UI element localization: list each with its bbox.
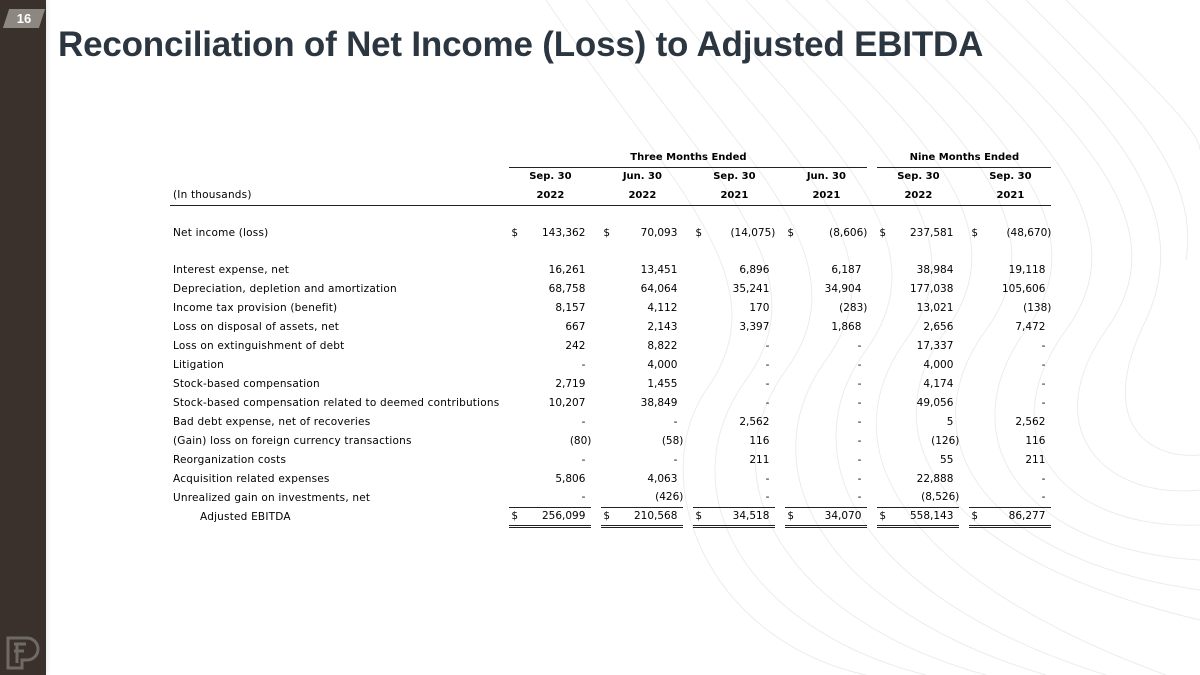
cell-value: 38,849 [640, 396, 678, 409]
cell-value: 34,070 [805, 507, 867, 526]
year-header-row [170, 186, 1051, 205]
cell-value: - [857, 453, 862, 466]
cell-value: 35,241 [732, 282, 770, 295]
table-row [170, 336, 1051, 355]
cell-value: 8,822 [647, 339, 678, 352]
cell-value: 68,758 [548, 282, 586, 295]
reconciliation-table [170, 148, 1051, 528]
cell-value: 211 [749, 453, 770, 466]
cell-value: 1,868 [831, 320, 862, 333]
table-row [170, 393, 1051, 412]
row-label: Interest expense, net [173, 263, 290, 276]
cell-value: - [857, 491, 862, 504]
table-row [170, 317, 1051, 336]
cell-value: - [673, 453, 678, 466]
cell-value: - [1041, 358, 1046, 371]
column-period: Sep. 30 [529, 171, 572, 183]
cell-value: - [581, 358, 586, 371]
company-logo-icon [5, 635, 43, 671]
table-row [170, 412, 1051, 431]
cell-value: - [673, 415, 678, 428]
row-label: Reorganization costs [173, 453, 287, 466]
cell-value: - [1041, 491, 1046, 504]
row-label: Unrealized gain on investments, net [173, 491, 371, 504]
cell-value: - [581, 453, 586, 466]
cell-value: - [857, 339, 862, 352]
cell-value: 210,568 [621, 507, 683, 526]
currency-symbol: $ [969, 507, 989, 526]
column-year: 2022 [509, 186, 591, 205]
cell-value: 34,518 [713, 507, 775, 526]
column-period: Sep. 30 [989, 171, 1032, 183]
cell-value: - [857, 358, 862, 371]
row-label: Net income (loss) [173, 226, 269, 239]
cell-value: - [1041, 339, 1046, 352]
cell-value: 4,000 [647, 358, 678, 371]
table-row [170, 355, 1051, 374]
cell-value: - [581, 491, 586, 504]
cell-value: (138) [1023, 301, 1052, 314]
cell-value: 4,112 [647, 301, 678, 314]
column-period: Sep. 30 [713, 171, 756, 183]
cell-value: 7,472 [1015, 320, 1046, 333]
currency-symbol: $ [693, 507, 713, 526]
cell-value: (58) [661, 434, 684, 447]
column-year: 2021 [969, 186, 1051, 205]
column-period: Jun. 30 [806, 171, 846, 183]
cell-value: - [1041, 472, 1046, 485]
table-row [170, 260, 1051, 279]
cell-value: 70,093 [640, 226, 678, 239]
cell-value: 49,056 [916, 396, 954, 409]
column-year: 2022 [877, 186, 959, 205]
column-period: Jun. 30 [622, 171, 662, 183]
cell-value: (8,526) [921, 491, 960, 504]
cell-value: - [857, 415, 862, 428]
currency-symbol: $ [509, 507, 529, 526]
column-year: 2021 [693, 186, 775, 205]
cell-value: - [857, 472, 862, 485]
cell-value: - [1041, 396, 1046, 409]
cell-value: 13,021 [916, 301, 954, 314]
row-label: Adjusted EBITDA [200, 510, 291, 523]
cell-value: 10,207 [548, 396, 586, 409]
cell-value: - [765, 491, 770, 504]
cell-value: 17,337 [916, 339, 954, 352]
group-header-row [170, 148, 1051, 167]
page-title: Reconciliation of Net Income (Loss) to Adjusted EBITDA [58, 25, 984, 64]
row-label: Stock-based compensation [173, 377, 320, 390]
cell-value: 86,277 [989, 507, 1051, 526]
row-label: Loss on disposal of assets, net [173, 320, 340, 333]
cell-value: 5,806 [555, 472, 586, 485]
units-label: (In thousands) [170, 186, 499, 205]
cell-value: 4,000 [923, 358, 954, 371]
sidebar [0, 0, 46, 675]
cell-value: (426) [655, 491, 684, 504]
cell-value: 177,038 [909, 282, 954, 295]
cell-value: - [581, 415, 586, 428]
cell-value: 2,562 [1015, 415, 1046, 428]
currency-symbol: $ [785, 507, 805, 526]
cell-value: 6,187 [831, 263, 862, 276]
currency-symbol: $ [971, 226, 979, 239]
page-number: 16 [16, 11, 32, 26]
cell-value: - [765, 472, 770, 485]
currency-symbol: $ [695, 226, 703, 239]
group-header-three-months: Three Months Ended [509, 148, 867, 167]
table-row [170, 431, 1051, 450]
cell-value: - [857, 377, 862, 390]
cell-value: 256,099 [529, 507, 591, 526]
cell-value: (8,606) [829, 226, 868, 239]
table-row [170, 298, 1051, 317]
column-year: 2022 [601, 186, 683, 205]
currency-symbol: $ [877, 507, 897, 526]
cell-value: 170 [749, 301, 770, 314]
cell-value: 143,362 [541, 226, 586, 239]
cell-value: 6,896 [739, 263, 770, 276]
row-label: Bad debt expense, net of recoveries [173, 415, 371, 428]
cell-value: 19,118 [1008, 263, 1046, 276]
cell-value: 116 [749, 434, 770, 447]
cell-value: 2,562 [739, 415, 770, 428]
net-income-row [170, 223, 1051, 242]
cell-value: (283) [839, 301, 868, 314]
cell-value: 105,606 [1001, 282, 1046, 295]
cell-value: 5 [946, 415, 954, 428]
row-label: Depreciation, depletion and amortization [173, 282, 397, 295]
period-header-row [170, 167, 1051, 186]
currency-symbol: $ [879, 226, 887, 239]
table-row [170, 488, 1051, 507]
adjusted-ebitda-row [170, 507, 1051, 526]
cell-value: 16,261 [548, 263, 586, 276]
cell-value: 8,157 [555, 301, 586, 314]
row-label: Litigation [173, 358, 225, 371]
cell-value: 13,451 [640, 263, 678, 276]
column-year: 2021 [785, 186, 867, 205]
cell-value: - [857, 396, 862, 409]
table-row [170, 450, 1051, 469]
cell-value: 116 [1025, 434, 1046, 447]
currency-symbol: $ [603, 226, 611, 239]
row-label: Acquisition related expenses [173, 472, 330, 485]
currency-symbol: $ [787, 226, 795, 239]
cell-value: 237,581 [909, 226, 954, 239]
currency-symbol: $ [511, 226, 519, 239]
cell-value: 2,719 [555, 377, 586, 390]
cell-value: - [1041, 377, 1046, 390]
row-label: Income tax provision (benefit) [173, 301, 338, 314]
cell-value: (48,670) [1006, 226, 1052, 239]
cell-value: 2,143 [647, 320, 678, 333]
cell-value: - [857, 434, 862, 447]
cell-value: 38,984 [916, 263, 954, 276]
cell-value: (126) [931, 434, 960, 447]
cell-value: 558,143 [897, 507, 959, 526]
currency-symbol: $ [601, 507, 621, 526]
cell-value: 55 [940, 453, 954, 466]
cell-value: 4,174 [923, 377, 954, 390]
row-label: Stock-based compensation related to deemed contributions [173, 396, 500, 409]
cell-value: (14,075) [730, 226, 776, 239]
cell-value: (80) [569, 434, 592, 447]
cell-value: 1,455 [647, 377, 678, 390]
table-row [170, 279, 1051, 298]
cell-value: 3,397 [739, 320, 770, 333]
group-header-nine-months: Nine Months Ended [877, 148, 1051, 167]
row-label: Loss on extinguishment of debt [173, 339, 345, 352]
cell-value: 211 [1025, 453, 1046, 466]
column-period: Sep. 30 [897, 171, 940, 183]
cell-value: 667 [565, 320, 586, 333]
table-row [170, 374, 1051, 393]
cell-value: 2,656 [923, 320, 954, 333]
cell-value: - [765, 358, 770, 371]
row-label: (Gain) loss on foreign currency transactions [173, 434, 412, 447]
cell-value: - [765, 396, 770, 409]
cell-value: 4,063 [647, 472, 678, 485]
cell-value: - [765, 377, 770, 390]
cell-value: 64,064 [640, 282, 678, 295]
cell-value: - [765, 339, 770, 352]
table-row [170, 469, 1051, 488]
cell-value: 34,904 [824, 282, 862, 295]
cell-value: 242 [565, 339, 586, 352]
cell-value: 22,888 [916, 472, 954, 485]
